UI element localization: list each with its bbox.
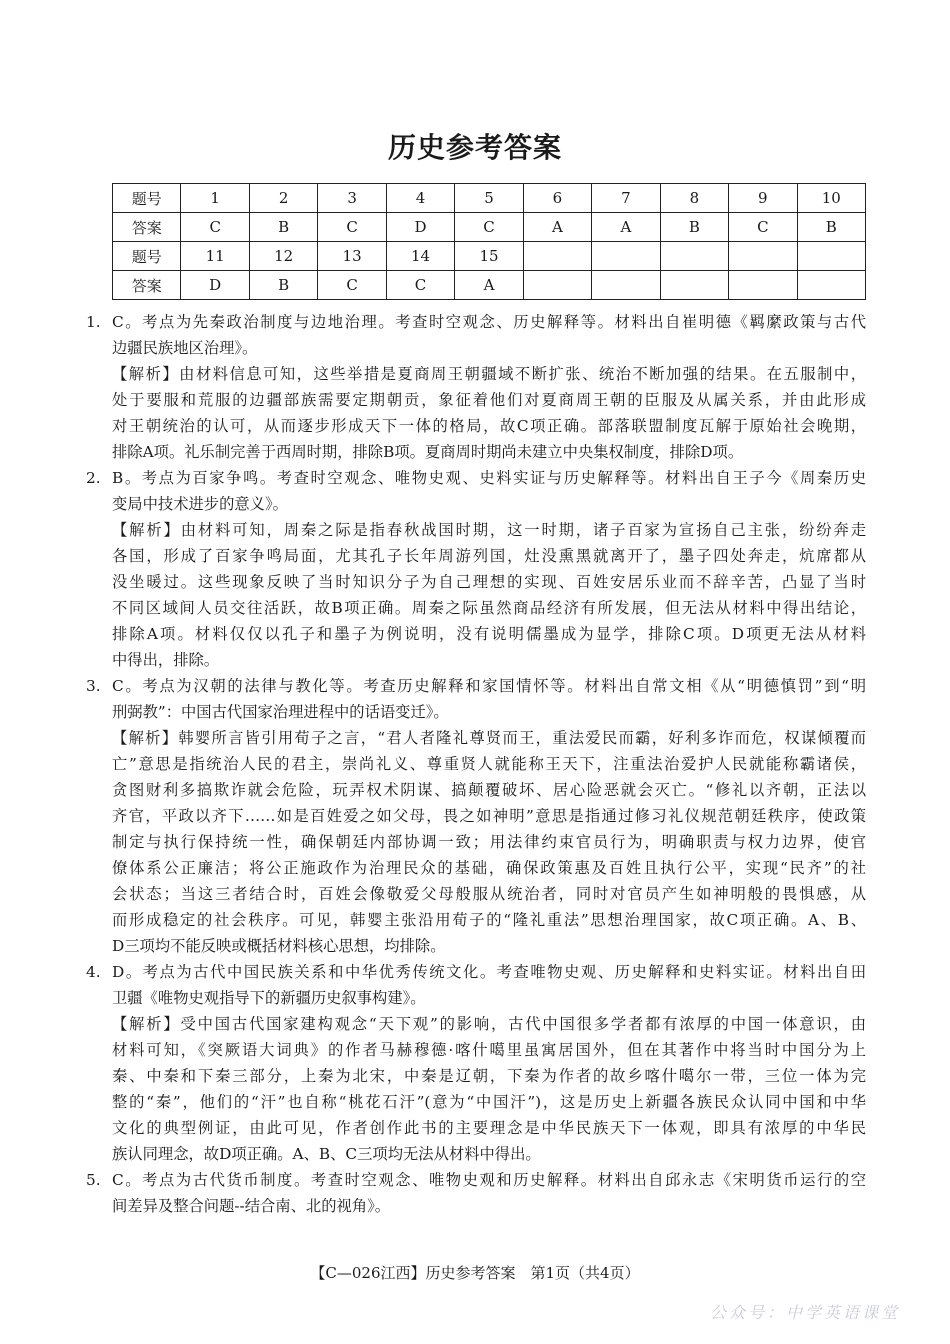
text-line: 没坐暖过。这些现象反映了当时知识分子为自己理想的实现、百姓安居乐业而不辞辛苦，凸显了当时 bbox=[112, 573, 866, 591]
text-line: 边疆民族地区治理》。 bbox=[112, 339, 258, 357]
table-cell: C bbox=[181, 213, 249, 242]
table-cell: C bbox=[318, 271, 386, 300]
text-line: 各国，形成了百家争鸣局面，尤其孔子长年周游列国，灶没熏黑就离开了，墨子四处奔走，炕席都从 bbox=[112, 547, 866, 565]
table-cell: 1 bbox=[181, 184, 249, 213]
table-cell: C bbox=[318, 213, 386, 242]
item-number: 5. bbox=[86, 1171, 101, 1189]
text-line: 【解析】韩婴所言皆引用荀子之言，“君人者隆礼尊贤而王，重法爱民而霸，好利多诈而危，权谋倾覆而 bbox=[112, 729, 866, 747]
item-number: 3. bbox=[86, 677, 101, 695]
table-cell: 7 bbox=[592, 184, 660, 213]
text-line: 族认同理念，故D项正确。A、B、C三项均无法从材料中得出。 bbox=[112, 1145, 541, 1163]
table-cell: 4 bbox=[386, 184, 454, 213]
table-cell: 11 bbox=[181, 242, 249, 271]
table-cell: B bbox=[797, 213, 865, 242]
row-header-cell: 答案 bbox=[113, 213, 181, 242]
item-number: 2. bbox=[86, 469, 101, 487]
table-cell: A bbox=[523, 213, 591, 242]
table-row bbox=[113, 242, 866, 271]
table-cell: B bbox=[249, 213, 317, 242]
text-line: 【解析】由材料信息可知，这些举措是夏商周王朝疆域不断扩张、统治不断加强的结果。在五服制中， bbox=[112, 365, 866, 383]
table-cell bbox=[592, 271, 660, 300]
item-number: 1. bbox=[86, 313, 101, 331]
text-line: 变局中技术进步的意义》。 bbox=[112, 495, 288, 513]
text-line: 卫疆《唯物史观指导下的新疆历史叙事构建》。 bbox=[112, 989, 426, 1007]
table-cell: B bbox=[660, 213, 728, 242]
table-cell: C bbox=[455, 213, 523, 242]
text-line: 僚体系公正廉洁；将公正施政作为治理民众的基础，确保政策惠及百姓且执行公平，实现“民齐”的社 bbox=[112, 859, 866, 877]
table-cell: 13 bbox=[318, 242, 386, 271]
table-cell: 5 bbox=[455, 184, 523, 213]
text-line: 处于要服和荒服的边疆部族需要定期朝贡，象征着他们对夏商周王朝的臣服及从属关系，并由此形成 bbox=[112, 391, 866, 409]
text-line: 齐官，平政以齐下……如是百姓爱之如父母，畏之如神明”意思是指通过修习礼仪规范朝廷秩序，使政策 bbox=[112, 807, 866, 825]
text-line: 亡”意思是指统治人民的君主，崇尚礼义、尊重贤人就能称王天下，注重法治爱护人民就能称霸诸侯， bbox=[112, 755, 866, 773]
text-line: 会状态；当这三者结合时，百姓会像敬爱父母般服从统治者，同时对官员产生如神明般的畏惧感，从 bbox=[112, 885, 866, 903]
table-cell bbox=[592, 242, 660, 271]
table-cell bbox=[660, 242, 728, 271]
page-title: 历史参考答案 bbox=[387, 131, 562, 164]
table-cell: 6 bbox=[523, 184, 591, 213]
table-cell: D bbox=[181, 271, 249, 300]
text-line: B。考点为百家争鸣。考查时空观念、唯物史观、史料实证与历史解释等。材料出自王子今《周秦历史 bbox=[112, 469, 866, 487]
table-cell: 14 bbox=[386, 242, 454, 271]
table-cell: 2 bbox=[249, 184, 317, 213]
text-line: 对王朝统治的认可，从而逐步形成天下一体的格局，故C项正确。部落联盟制度瓦解于原始社会晚期， bbox=[112, 417, 866, 435]
table-row bbox=[113, 213, 866, 242]
page-footer: 【C—026江西】历史参考答案 第1页（共4页） bbox=[310, 1264, 640, 1282]
table-cell: C bbox=[386, 271, 454, 300]
table-cell bbox=[729, 242, 797, 271]
answer-table bbox=[112, 183, 866, 300]
table-cell: 3 bbox=[318, 184, 386, 213]
table-cell bbox=[660, 271, 728, 300]
text-line: 刑弼教”：中国古代国家治理进程中的话语变迁》。 bbox=[112, 703, 449, 721]
table-cell bbox=[797, 271, 865, 300]
table-cell bbox=[523, 242, 591, 271]
text-line: 而形成稳定的社会秩序。可见，韩婴主张沿用荀子的“隆礼重法”思想治理国家，故C项正确。A、B、 bbox=[112, 911, 866, 929]
text-line: 【解析】由材料可知，周秦之际是指春秋战国时期，这一时期，诸子百家为宣扬自己主张，纷纷奔走 bbox=[112, 521, 866, 539]
row-header-cell: 题号 bbox=[113, 184, 181, 213]
table-cell bbox=[729, 271, 797, 300]
row-header-cell: 题号 bbox=[113, 242, 181, 271]
row-header-cell: 答案 bbox=[113, 271, 181, 300]
text-line: C。考点为先秦政治制度与边地治理。考查时空观念、历史解释等。材料出自崔明德《羁縻政策与古代 bbox=[112, 313, 866, 331]
table-cell: B bbox=[249, 271, 317, 300]
text-line: 不同区域间人员交往活跃，故B项正确。周秦之际虽然商品经济有所发展，但无法从材料中得出结论， bbox=[112, 599, 866, 617]
table-cell: 15 bbox=[455, 242, 523, 271]
table-cell: 10 bbox=[797, 184, 865, 213]
text-line: 中得出，排除。 bbox=[112, 651, 220, 669]
table-cell: 8 bbox=[660, 184, 728, 213]
text-line: C。考点为古代货币制度。考查时空观念、唯物史观和历史解释。材料出自邱永志《宋明货币运行的空 bbox=[112, 1171, 866, 1189]
table-cell: 9 bbox=[729, 184, 797, 213]
text-line: 秦、中秦和下秦三部分，上秦为北宋，中秦是辽朝，下秦为作者的故乡喀什噶尔一带，三位一体为完 bbox=[112, 1067, 866, 1085]
text-line: 排除A项。材料仅仅以孔子和墨子为例说明，没有说明儒墨成为显学，排除C项。D项更无法从材料 bbox=[112, 625, 866, 643]
text-line: 文化的典型例证，由此可见，作者创作此书的主要理念是中华民族天下一体观，即具有浓厚的中华民 bbox=[112, 1119, 866, 1137]
table-cell: A bbox=[592, 213, 660, 242]
table-cell: C bbox=[729, 213, 797, 242]
text-line: 整的“秦”，他们的“汗”也自称“桃花石汗”(意为“中国汗”)，这是历史上新疆各族民众认同中国和中华 bbox=[112, 1093, 867, 1111]
table-cell bbox=[797, 242, 865, 271]
table-row bbox=[113, 184, 866, 213]
table-row bbox=[113, 271, 866, 300]
text-line: 制定与执行保持统一性，确保朝廷内部协调一致；用法律约束官员行为，明确职责与权力边界，使官 bbox=[112, 833, 866, 851]
text-line: 材料可知，《突厥语大词典》的作者马赫穆德·喀什噶里虽寓居国外，但在其著作中将当时中国分为上 bbox=[112, 1041, 866, 1059]
table-cell: D bbox=[386, 213, 454, 242]
text-line: 排除A项。礼乐制完善于西周时期，排除B项。夏商周时期尚未建立中央集权制度，排除D项。 bbox=[112, 443, 744, 461]
text-line: D三项均不能反映或概括材料核心思想，均排除。 bbox=[112, 937, 446, 955]
table-cell: A bbox=[455, 271, 523, 300]
text-line: D。考点为古代中国民族关系和中华优秀传统文化。考查唯物史观、历史解释和史料实证。材料出自田 bbox=[112, 963, 866, 981]
item-number: 4. bbox=[86, 963, 101, 981]
table-cell: 12 bbox=[249, 242, 317, 271]
text-line: C。考点为汉朝的法律与教化等。考查历史解释和家国情怀等。材料出自常文相《从“明德慎罚”到“明 bbox=[112, 677, 866, 695]
text-line: 间差异及整合问题--结合南、北的视角》。 bbox=[112, 1197, 391, 1215]
watermark: 公众号：中学英语课堂 bbox=[710, 1303, 901, 1322]
text-line: 【解析】受中国古代国家建构观念“天下观”的影响，古代中国很多学者都有浓厚的中国一体意识，由 bbox=[112, 1015, 866, 1033]
text-line: 贪图财利多搞欺诈就会危险，玩弄权术阴谋、搞颠覆破坏、居心险恶就会灭亡。“修礼以齐朝，正法以 bbox=[112, 781, 866, 799]
table-cell bbox=[523, 271, 591, 300]
